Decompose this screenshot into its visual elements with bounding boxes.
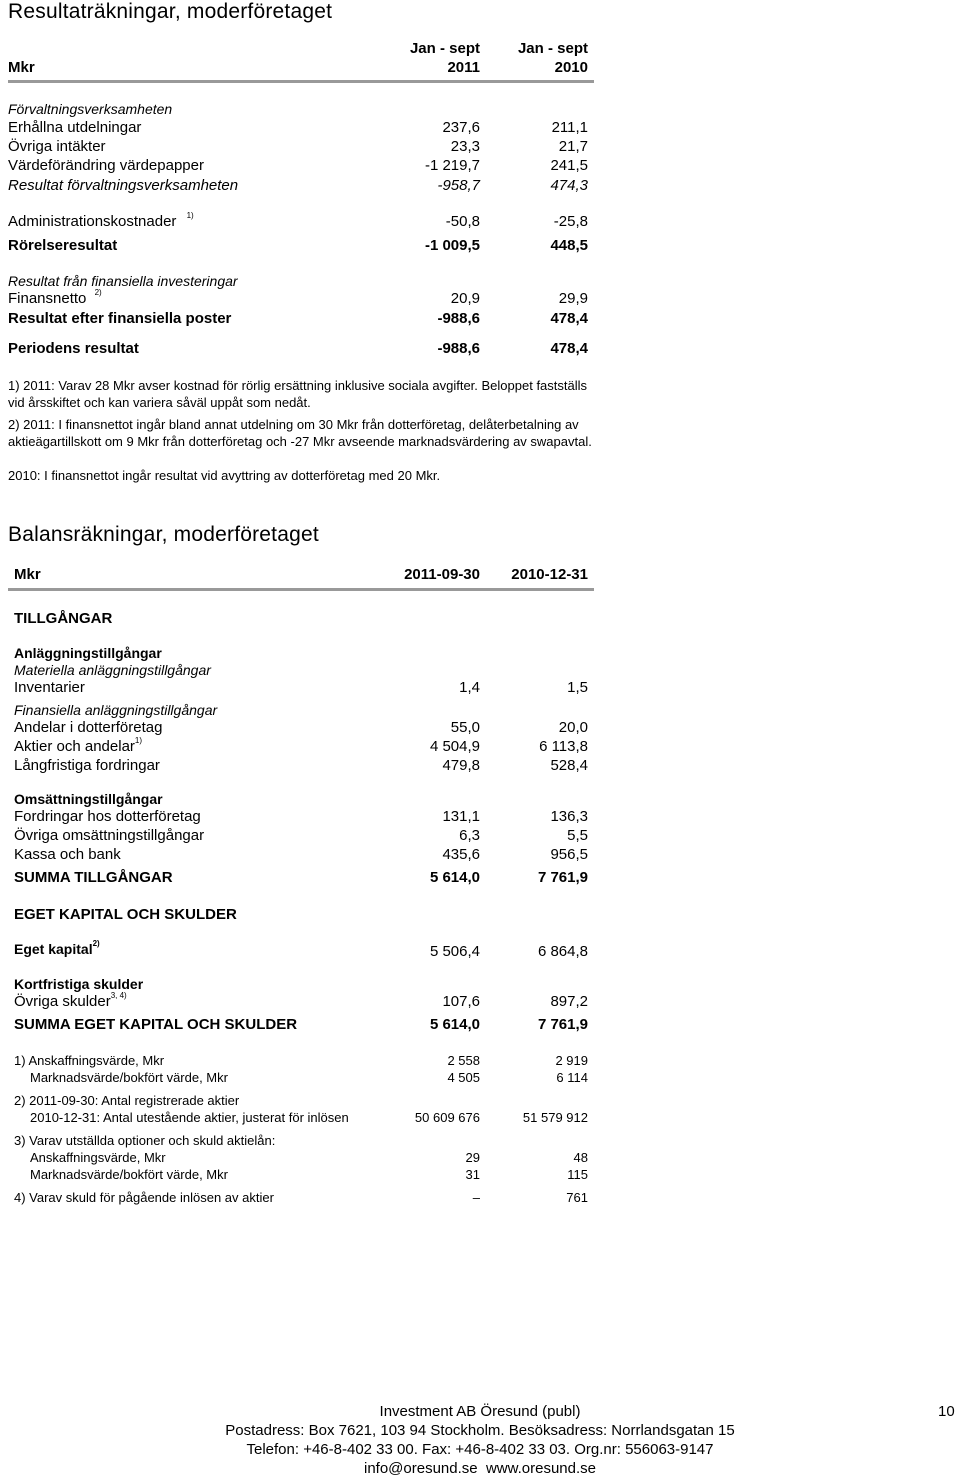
income-row-value-2010: 241,5 (550, 157, 588, 174)
income-title: Resultaträkningar, moderföretaget (8, 0, 333, 23)
balance-row-label: Inventarier (14, 679, 85, 696)
balance-row-value-2011: 55,0 (450, 719, 480, 736)
income-row-value-2010: 211,1 (551, 119, 588, 136)
balance-short-liabilities-heading: Kortfristiga skulder (14, 976, 144, 992)
balance-footnote-value-2011: – (472, 1190, 480, 1205)
income-row-label: Övriga intäkter (8, 138, 106, 155)
income-col2-header-top: Jan - sept (517, 40, 588, 57)
income-row-label: Finansnetto $^{2)}$ (8, 288, 102, 307)
income-note-3: 2010: I finansnettot ingår resultat vid avyttring av dotterföretag med 20 Mkr. (8, 468, 441, 483)
income-row-value-2011: -50,8 (445, 213, 480, 230)
balance-total-assets-label: SUMMA TILLGÅNGAR (14, 869, 173, 886)
balance-footnote-label: Anskaffningsvärde, Mkr (30, 1150, 166, 1165)
footer-company: Investment AB Öresund (publ) (379, 1403, 581, 1420)
balance-assets-heading: TILLGÅNGAR (14, 610, 113, 627)
balance-row-label: Aktier och andelar$^{1)}$ (14, 736, 143, 755)
income-row-value-2011: -1 219,7 (424, 157, 480, 174)
income-row-value-2010: 474,3 (550, 177, 588, 194)
balance-col1-header: 2011-09-30 (404, 566, 480, 583)
balance-total-equity-liabilities-2011: 5 614,0 (429, 1016, 480, 1033)
balance-row-label: Övriga skulder$^{3, 4)}$ (14, 991, 127, 1010)
balance-footnote-value-2011: 50 609 676 (414, 1110, 480, 1125)
income-row-label: Erhållna utdelningar (8, 119, 142, 136)
footer-address: Postadress: Box 7621, 103 94 Stockholm. Besöksadress: Norrlandsgatan 15 (225, 1422, 735, 1439)
balance-footnote-label: 1) Anskaffningsvärde, Mkr (14, 1053, 165, 1068)
balance-row-value-2011: 4 504,9 (429, 738, 480, 755)
income-row-value-2010: -25,8 (553, 213, 588, 230)
income-note-2: 2) 2011: I finansnettot ingår bland annat utdelning om 30 Mkr från dotterföretag, delåterbetalning av aktieägartillskott om 9 Mkr från dotterföretag och -27 Mkr avseende marknadsvärdering av swapavtal. (8, 417, 592, 449)
balance-total-equity-liabilities-label: SUMMA EGET KAPITAL OCH SKULDER (14, 1016, 298, 1033)
income-row-value-2010: 29,9 (558, 290, 588, 307)
income-row-value-2011: -1 009,5 (424, 237, 480, 254)
balance-row-value-2010: 20,0 (558, 719, 588, 736)
income-row-label: Administrationskostnader $^{1)}$ (8, 211, 194, 230)
income-row-value-2011: -988,6 (437, 340, 480, 357)
balance-header-rule (8, 588, 594, 591)
balance-row-value-2011: 131,1 (442, 808, 480, 825)
income-row-value-2011: 20,9 (450, 290, 480, 307)
balance-row-value-2010: 6 113,8 (539, 738, 588, 755)
balance-col2-header: 2010-12-31 (511, 566, 588, 583)
balance-row-value-2010: 956,5 (550, 846, 588, 863)
balance-row-value-2011: 435,6 (442, 846, 480, 863)
balance-row-label: Kassa och bank (14, 846, 121, 863)
balance-equity-liabilities-heading: EGET KAPITAL OCH SKULDER (14, 906, 237, 923)
income-row-value-2010: 478,4 (550, 310, 588, 327)
income-row-label: Värdeförändring värdepapper (8, 157, 204, 174)
income-row-label: Resultat efter finansiella poster (8, 310, 232, 327)
balance-financial-heading: Finansiella anläggningstillgångar (14, 702, 218, 718)
balance-footnote-label: 4) Varav skuld för pågående inlösen av aktier (14, 1190, 274, 1205)
balance-row-value-2011: 479,8 (442, 757, 480, 774)
balance-row-value-2011: 5 506,4 (429, 943, 480, 960)
income-row-value-2010: 448,5 (550, 237, 588, 254)
balance-title: Balansräkningar, moderföretaget (8, 523, 319, 546)
footer-web: info@oresund.se www.oresund.se (363, 1460, 597, 1477)
income-row-label: Rörelseresultat (8, 237, 118, 254)
balance-row-label: Andelar i dotterföretag (14, 719, 163, 736)
page-number: 10 (938, 1403, 955, 1420)
balance-footnote-value-2010: 2 919 (555, 1053, 588, 1068)
balance-row-value-2010: 1,5 (567, 679, 588, 696)
income-note-1: 1) 2011: Varav 28 Mkr avser kostnad för rörlig ersättning inklusive sociala avgifter. Beloppet fastställs vid årsskiftet och kan variera såväl uppåt som nedåt. (8, 378, 588, 410)
income-section-financial: Resultat från finansiella investeringar (8, 273, 238, 289)
balance-row-value-2010: 5,5 (567, 827, 588, 844)
balance-row-value-2011: 1,4 (459, 679, 480, 696)
balance-row-value-2010: 136,3 (550, 808, 588, 825)
income-row-value-2011: 237,6 (442, 119, 480, 136)
income-row-label: Resultat förvaltningsverksamheten (8, 177, 239, 194)
balance-footnote-label: Marknadsvärde/bokfört värde, Mkr (30, 1167, 228, 1182)
balance-footnote-label: Marknadsvärde/bokfört värde, Mkr (30, 1070, 228, 1085)
income-row-value-2011: -988,6 (437, 310, 480, 327)
income-col1-header-year: 2011 (447, 59, 480, 76)
balance-tangible-heading: Materiella anläggningstillgångar (14, 662, 211, 678)
income-row-value-2010: 21,7 (558, 138, 588, 155)
income-section-management: Förvaltningsverksamheten (8, 101, 173, 117)
footer-phone: Telefon: +46-8-402 33 00. Fax: +46-8-402 33 03. Org.nr: 556063-9147 (246, 1441, 714, 1458)
balance-row-label: Fordringar hos dotterföretag (14, 808, 201, 825)
balance-row-value-2010: 528,4 (550, 757, 588, 774)
balance-row-label: Övriga omsättningstillgångar (14, 827, 205, 844)
balance-footnote-value-2011: 4 505 (447, 1070, 480, 1085)
balance-row-value-2011: 107,6 (442, 993, 480, 1010)
balance-footnote-label: 2010-12-31: Antal utestående aktier, justerat för inlösen (30, 1110, 349, 1125)
balance-total-assets-2011: 5 614,0 (429, 869, 480, 886)
balance-row-label: Långfristiga fordringar (14, 757, 160, 774)
balance-footnote-value-2010: 51 579 912 (522, 1110, 588, 1125)
balance-footnote-label: 2) 2011-09-30: Antal registrerade aktier (14, 1093, 240, 1108)
balance-total-assets-2010: 7 761,9 (537, 869, 588, 886)
income-unit: Mkr (8, 59, 35, 76)
income-row-value-2011: 23,3 (450, 138, 480, 155)
income-col2-header-year: 2010 (554, 59, 588, 76)
balance-footnote-value-2011: 2 558 (447, 1053, 480, 1068)
income-col1-header-top: Jan - sept (409, 40, 480, 57)
income-header-rule (8, 80, 594, 83)
balance-row-value-2010: 6 864,8 (537, 943, 588, 960)
income-row-value-2010: 478,4 (550, 340, 588, 357)
balance-row-label: Eget kapital$^{2)}$ (14, 939, 100, 957)
balance-row-value-2010: 897,2 (550, 993, 588, 1010)
balance-unit: Mkr (14, 566, 41, 583)
balance-current-assets-heading: Omsättningstillgångar (14, 791, 163, 807)
balance-footnote-value-2010: 115 (567, 1167, 588, 1182)
balance-footnote-value-2011: 29 (465, 1150, 480, 1165)
balance-footnote-value-2010: 6 114 (556, 1070, 588, 1085)
income-row-label: Periodens resultat (8, 340, 139, 357)
balance-fixed-assets-heading: Anläggningstillgångar (14, 645, 162, 661)
balance-footnote-label: 3) Varav utställda optioner och skuld aktielån: (14, 1133, 276, 1148)
balance-footnote-value-2010: 761 (566, 1190, 588, 1205)
balance-footnote-value-2011: 31 (465, 1167, 480, 1182)
balance-total-equity-liabilities-2010: 7 761,9 (537, 1016, 588, 1033)
balance-row-value-2011: 6,3 (459, 827, 480, 844)
income-row-value-2011: -958,7 (437, 177, 480, 194)
balance-footnote-value-2010: 48 (573, 1150, 588, 1165)
